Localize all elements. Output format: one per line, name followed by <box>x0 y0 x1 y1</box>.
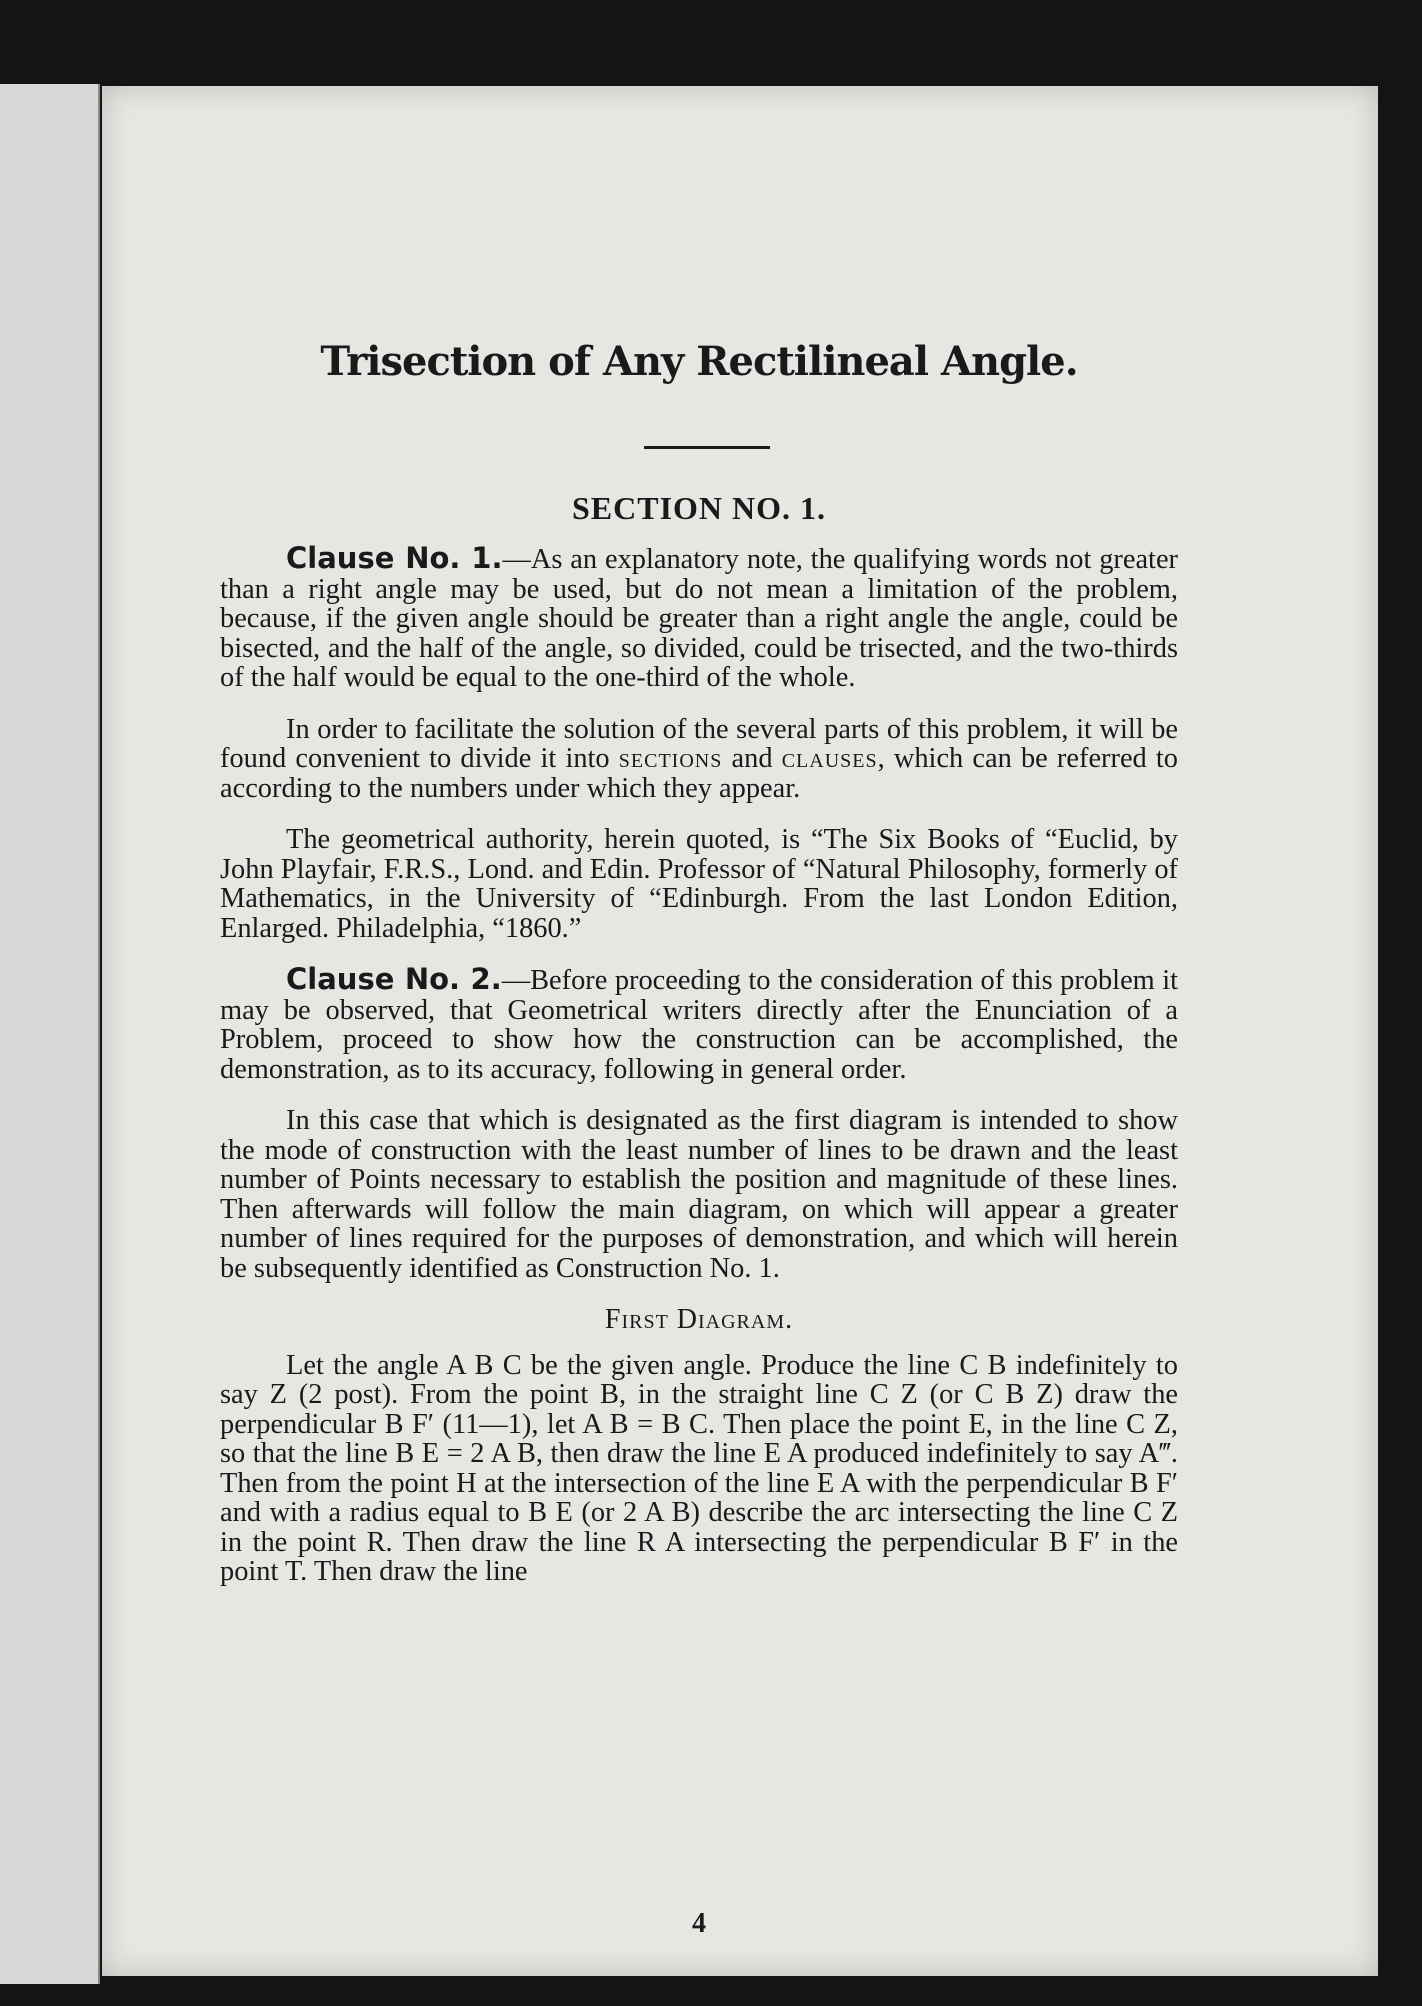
page-title: Trisection of Any Rectilineal Angle. <box>320 338 1078 385</box>
clause-1-paragraph <box>220 541 1178 693</box>
clauses-word: clauses <box>781 743 878 774</box>
first-diagram-heading: First Diagram. <box>604 1304 794 1335</box>
title-rule <box>644 446 770 449</box>
paragraph-sections-clauses <box>220 715 1178 804</box>
clause-2-paragraph <box>220 962 1179 1085</box>
page <box>102 86 1378 1976</box>
paragraph-construction: Let the angle A B C be the given angle. Produce the line C B indefinitely to say Z (2 post). From the point B, in the straight line C Z (or C B Z) draw the perpendicular B F′ (11—1), let A B = B C. Then place the point E, in the line C Z, so that the line B E = 2 A B, then draw the line E A produced indefinitely to say A‴. Then from the point H at the intersection of the line E A with the perpendicular B F′ and with a radius equal to B E (or 2 A B) describe the arc intersecting the line C Z in the point R. Then draw the line R A intersecting the perpendicular B F′ in the point T. Then draw the line <box>220 1349 1178 1587</box>
paragraph-authority: The geometrical authority, herein quoted, is “The Six Books of “Euclid, by John Playfair, F.R.S., Lond. and Edin. Professor of “Natural Philosophy, formerly of Mathematics, in the University of “Edinburgh. From the last London Edition, Enlarged. Philadelphia, “1860.” <box>220 824 1178 944</box>
clause-2-text: —Before proceeding to the consideration of this problem it may be observed, that Geometrical writers directly after the Enunciation of a Problem, proceed to show how the construction can be accomplished, the demonstration, as to its accuracy, following in general order. <box>220 965 1179 1085</box>
page-number: 4 <box>692 1908 706 1939</box>
body-text <box>220 541 1179 1609</box>
sections-word: sections <box>618 743 723 774</box>
left-page-edge <box>0 84 100 1984</box>
paragraph-diagram-intro: In this case that which is designated as the first diagram is intended to show the mode of construction with the least number of lines to be drawn and the least number of Points necessary to establish the position and magnitude of these lines. Then afterwards will follow the main diagram, on which will appear a greater number of lines required for the purposes of demonstration, and which will herein be subsequently identified as Construction No. 1. <box>220 1105 1178 1284</box>
clause-1-text: —As an explanatory note, the qualifying words not greater than a right angle may be used, but do not mean a limitation of the problem, because, if the given angle should be greater than a right angle the angle, could be bisected, and the half of the angle, so divided, could be trisected, and the two-thirds of the half would be equal to the one-third of the whole. <box>220 544 1178 693</box>
paragraph-2-part-1: In order to facilitate the solution of the several parts of this problem, it will be found convenient to divide it into <box>220 713 1178 774</box>
paragraph-2-part-2: and <box>722 743 782 774</box>
clause-2-label: Clause No. 2. <box>286 962 502 996</box>
clause-1-label: Clause No. 1. <box>286 541 503 575</box>
section-heading: SECTION NO. 1. <box>571 490 827 526</box>
paragraph-2-part-3: , which can be referred to according to the numbers under which they appear. <box>220 743 1178 804</box>
